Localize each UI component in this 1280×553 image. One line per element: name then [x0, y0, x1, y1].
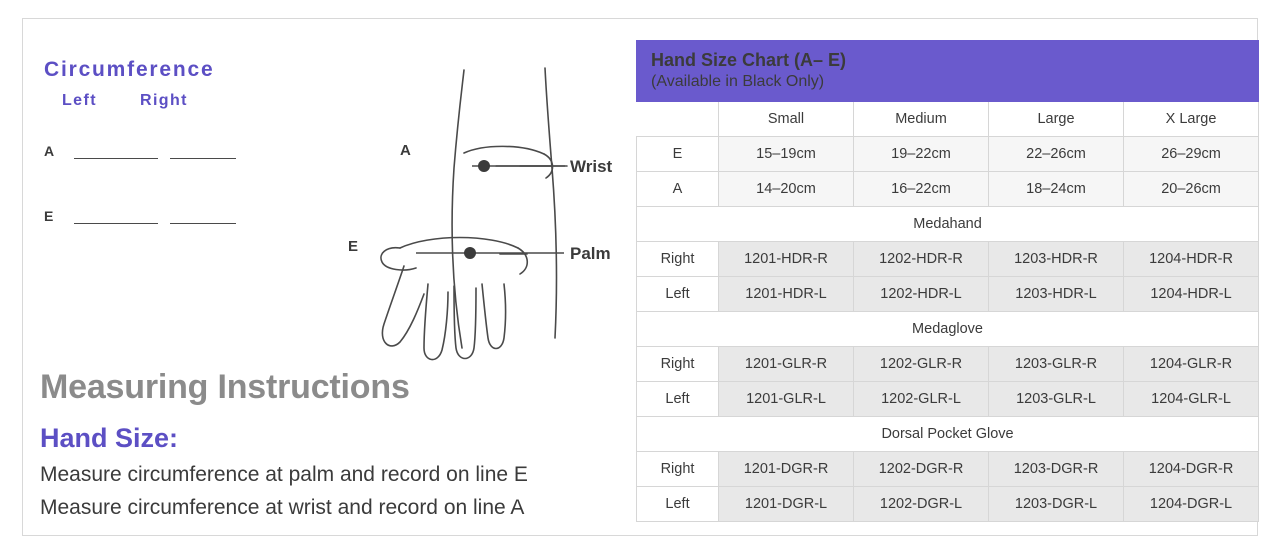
figure-label-e: E: [348, 238, 359, 255]
cell-medaglove-right-medium: 1202-GLR-R: [854, 347, 989, 382]
cell-medahand-right-xlarge: 1204-HDR-R: [1124, 242, 1259, 277]
table-row: [637, 137, 1259, 172]
figure-label-wrist: Wrist: [570, 157, 613, 176]
cell-e-medium: 19–22cm: [854, 137, 989, 172]
write-line-e-right[interactable]: [170, 223, 236, 224]
circumference-heading: Circumference: [44, 58, 215, 81]
cell-medahand-right-large: 1203-HDR-R: [989, 242, 1124, 277]
size-chart-table: [636, 40, 1259, 522]
wrist-measure-point: [478, 160, 490, 172]
cell-medaglove-right-large: 1203-GLR-R: [989, 347, 1124, 382]
table-row: [637, 242, 1259, 277]
row-header-medahand-left: Left: [637, 277, 719, 312]
write-line-e-left[interactable]: [74, 223, 158, 224]
figure-label-palm: Palm: [570, 244, 611, 263]
table-banner-row: [637, 41, 1259, 102]
cell-dorsal-right-large: 1203-DGR-R: [989, 452, 1124, 487]
hand-size-heading: Hand Size:: [40, 423, 179, 453]
table-group-title-row: [637, 417, 1259, 452]
figure-label-a: A: [400, 142, 411, 159]
column-header-medium: Medium: [854, 102, 989, 137]
cell-medaglove-left-xlarge: 1204-GLR-L: [1124, 382, 1259, 417]
row-header-a: A: [637, 172, 719, 207]
cell-dorsal-right-xlarge: 1204-DGR-R: [1124, 452, 1259, 487]
cell-medahand-right-small: 1201-HDR-R: [719, 242, 854, 277]
cell-medaglove-right-xlarge: 1204-GLR-R: [1124, 347, 1259, 382]
column-header-xlarge: X Large: [1124, 102, 1259, 137]
row-header-e: E: [637, 137, 719, 172]
row-header-dorsal-right: Right: [637, 452, 719, 487]
column-header-large: Large: [989, 102, 1124, 137]
table-row: [637, 347, 1259, 382]
measuring-instructions-heading: Measuring Instructions: [40, 368, 410, 406]
table-row: [637, 172, 1259, 207]
cell-a-xlarge: 20–26cm: [1124, 172, 1259, 207]
cell-medahand-right-medium: 1202-HDR-R: [854, 242, 989, 277]
cell-e-xlarge: 26–29cm: [1124, 137, 1259, 172]
chart-banner: [637, 41, 1259, 102]
cell-dorsal-left-large: 1203-DGR-L: [989, 487, 1124, 522]
chart-banner-line1: Hand Size Chart (A– E): [651, 50, 847, 70]
cell-a-large: 18–24cm: [989, 172, 1124, 207]
cell-medahand-left-large: 1203-HDR-L: [989, 277, 1124, 312]
cell-a-small: 14–20cm: [719, 172, 854, 207]
cell-dorsal-right-medium: 1202-DGR-R: [854, 452, 989, 487]
cell-dorsal-left-medium: 1202-DGR-L: [854, 487, 989, 522]
cell-medahand-left-medium: 1202-HDR-L: [854, 277, 989, 312]
instruction-line-palm: Measure circumference at palm and record on line E: [40, 463, 528, 486]
hand-diagram: [312, 48, 632, 368]
row-header-medahand-right: Right: [637, 242, 719, 277]
table-row: [637, 382, 1259, 417]
table-row: [637, 277, 1259, 312]
group-title-medaglove: Medaglove: [637, 312, 1259, 347]
cell-medaglove-right-small: 1201-GLR-R: [719, 347, 854, 382]
palm-measure-point: [464, 247, 476, 259]
row-label-a: A: [44, 143, 55, 159]
corner-cell: [637, 102, 719, 137]
write-line-a-left[interactable]: [74, 158, 158, 159]
group-title-dorsal-pocket-glove: Dorsal Pocket Glove: [637, 417, 1259, 452]
hand-size-chart: [636, 40, 1258, 518]
cell-medaglove-left-small: 1201-GLR-L: [719, 382, 854, 417]
instruction-line-wrist: Measure circumference at wrist and record on line A: [40, 496, 525, 519]
cell-medahand-left-xlarge: 1204-HDR-L: [1124, 277, 1259, 312]
row-label-e: E: [44, 208, 54, 224]
table-column-header-row: [637, 102, 1259, 137]
circumference-right-label: Right: [140, 92, 188, 109]
table-group-title-row: [637, 312, 1259, 347]
cell-dorsal-left-small: 1201-DGR-L: [719, 487, 854, 522]
row-header-dorsal-left: Left: [637, 487, 719, 522]
circumference-left-label: Left: [62, 92, 97, 109]
cell-e-large: 22–26cm: [989, 137, 1124, 172]
cell-medaglove-left-large: 1203-GLR-L: [989, 382, 1124, 417]
group-title-medahand: Medahand: [637, 207, 1259, 242]
table-row: [637, 452, 1259, 487]
row-header-medaglove-right: Right: [637, 347, 719, 382]
cell-medaglove-left-medium: 1202-GLR-L: [854, 382, 989, 417]
table-row: [637, 487, 1259, 522]
cell-medahand-left-small: 1201-HDR-L: [719, 277, 854, 312]
column-header-small: Small: [719, 102, 854, 137]
left-panel: [22, 18, 636, 536]
hand-illustration-svg: [312, 48, 632, 368]
cell-dorsal-left-xlarge: 1204-DGR-L: [1124, 487, 1259, 522]
chart-banner-line2: (Available in Black Only): [651, 73, 825, 91]
cell-a-medium: 16–22cm: [854, 172, 989, 207]
cell-e-small: 15–19cm: [719, 137, 854, 172]
write-line-a-right[interactable]: [170, 158, 236, 159]
cell-dorsal-right-small: 1201-DGR-R: [719, 452, 854, 487]
row-header-medaglove-left: Left: [637, 382, 719, 417]
table-group-title-row: [637, 207, 1259, 242]
